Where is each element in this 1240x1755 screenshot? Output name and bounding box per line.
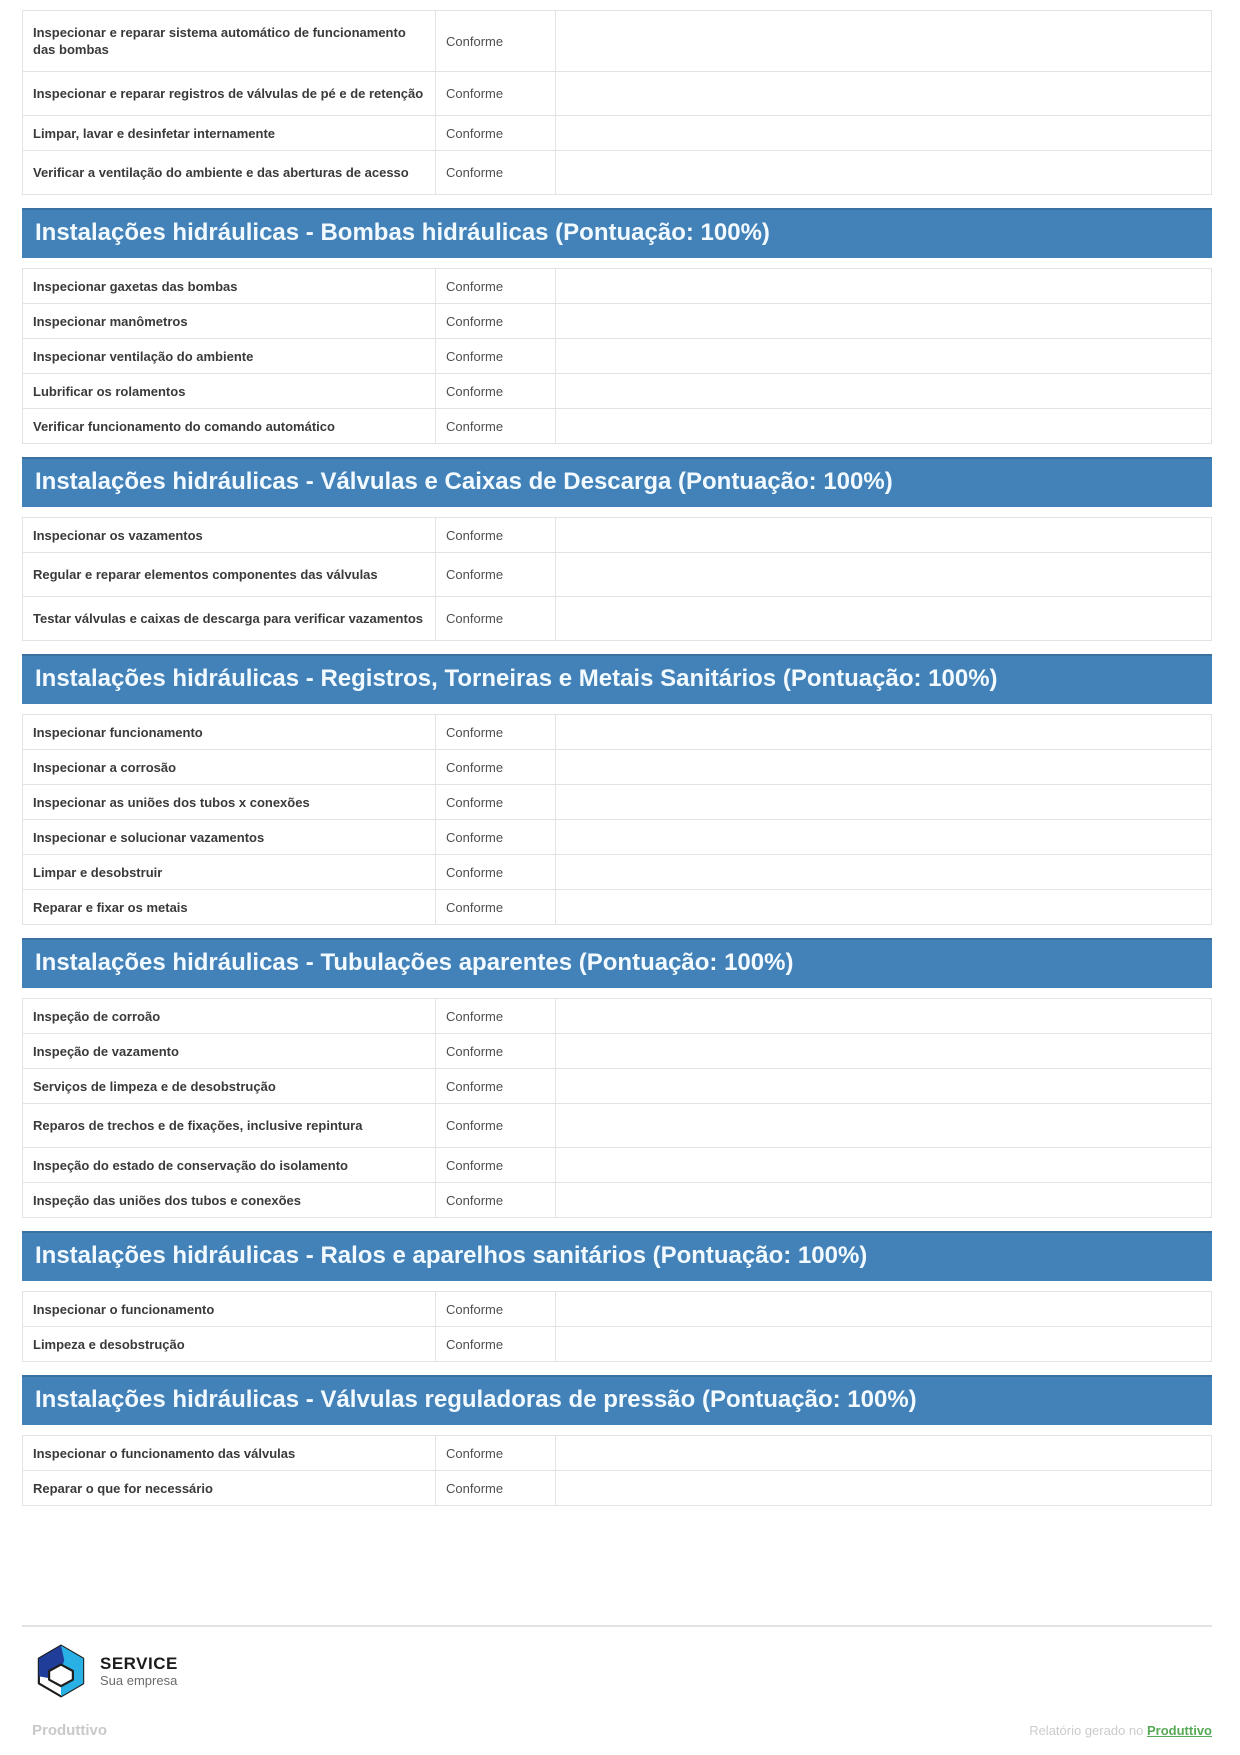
table-row xyxy=(23,750,1211,785)
task-cell: Inspecionar a corrosão xyxy=(33,759,177,775)
table-row xyxy=(23,1436,1211,1471)
task-cell: Limpar e desobstruir xyxy=(33,864,163,880)
status-cell: Conforme xyxy=(435,116,555,150)
task-cell: Inspeção de corroão xyxy=(33,1008,161,1024)
status-cell: Conforme xyxy=(435,1327,555,1361)
notes-cell xyxy=(555,820,1211,854)
table-row xyxy=(23,553,1211,597)
task-cell: Inspecionar e reparar sistema automático de funcionamento das bombas xyxy=(33,25,406,57)
status-cell: Conforme xyxy=(435,1436,555,1470)
task-cell: Inspecionar manômetros xyxy=(33,313,188,329)
hexagon-logo-icon xyxy=(32,1644,90,1698)
table-row xyxy=(23,339,1211,374)
notes-cell xyxy=(555,304,1211,338)
logo-tagline: Sua empresa xyxy=(100,1672,178,1688)
task-cell: Inspecionar funcionamento xyxy=(33,724,203,740)
checklist-table xyxy=(22,268,1212,444)
notes-cell xyxy=(555,1471,1211,1505)
checklist-table xyxy=(22,714,1212,925)
status-cell: Conforme xyxy=(435,1183,555,1217)
task-cell: Inspecionar e solucionar vazamentos xyxy=(33,829,265,845)
status-cell: Conforme xyxy=(435,1292,555,1326)
status-cell: Conforme xyxy=(435,1104,555,1147)
table-row xyxy=(23,1183,1211,1218)
task-cell: Inspecionar as uniões dos tubos x conexões xyxy=(33,794,310,810)
table-row xyxy=(23,855,1211,890)
notes-cell xyxy=(555,116,1211,150)
status-cell: Conforme xyxy=(435,785,555,819)
task-cell: Reparos de trechos e de fixações, inclusive repintura xyxy=(33,1118,363,1133)
notes-cell xyxy=(555,553,1211,596)
status-cell: Conforme xyxy=(435,151,555,194)
table-row xyxy=(23,1034,1211,1069)
table-row xyxy=(23,518,1211,553)
status-cell: Conforme xyxy=(435,72,555,115)
task-cell: Serviços de limpeza e de desobstrução xyxy=(33,1078,276,1094)
notes-cell xyxy=(555,1327,1211,1361)
table-row xyxy=(23,1292,1211,1327)
checklist-table xyxy=(22,998,1212,1218)
checklist-table xyxy=(22,1435,1212,1506)
task-cell: Inspecionar os vazamentos xyxy=(33,527,203,543)
footer-divider xyxy=(22,1625,1212,1627)
status-cell: Conforme xyxy=(435,11,555,71)
footer-brand-name: Produttivo xyxy=(32,1722,107,1739)
table-row xyxy=(23,116,1211,151)
checklist-table xyxy=(22,10,1212,195)
section-header: Instalações hidráulicas - Válvulas e Caixas de Descarga (Pontuação: 100%) xyxy=(22,457,1212,507)
status-cell: Conforme xyxy=(435,1034,555,1068)
produttivo-link[interactable]: Produttivo xyxy=(1147,1723,1212,1738)
task-cell: Verificar a ventilação do ambiente e das aberturas de acesso xyxy=(33,165,409,180)
table-row xyxy=(23,11,1211,72)
notes-cell xyxy=(555,269,1211,303)
task-cell: Testar válvulas e caixas de descarga para verificar vazamentos xyxy=(33,611,423,626)
table-row xyxy=(23,999,1211,1034)
table-row xyxy=(23,374,1211,409)
footer-bottom-row xyxy=(32,1722,1212,1739)
logo-company-name: SERVICE xyxy=(100,1653,178,1673)
task-cell: Inspecionar o funcionamento das válvulas xyxy=(33,1445,296,1461)
table-row xyxy=(23,890,1211,925)
table-row xyxy=(23,1104,1211,1148)
status-cell: Conforme xyxy=(435,409,555,443)
table-row xyxy=(23,715,1211,750)
notes-cell xyxy=(555,1183,1211,1217)
status-cell: Conforme xyxy=(435,1471,555,1505)
task-cell: Lubrificar os rolamentos xyxy=(33,383,186,399)
task-cell: Inspeção de vazamento xyxy=(33,1043,179,1059)
task-cell: Inspecionar gaxetas das bombas xyxy=(33,278,238,294)
notes-cell xyxy=(555,1436,1211,1470)
notes-cell xyxy=(555,11,1211,71)
table-row xyxy=(23,820,1211,855)
table-row xyxy=(23,269,1211,304)
notes-cell xyxy=(555,151,1211,194)
notes-cell xyxy=(555,518,1211,552)
section-header: Instalações hidráulicas - Válvulas reguladoras de pressão (Pontuação: 100%) xyxy=(22,1375,1212,1425)
task-cell: Inspecionar o funcionamento xyxy=(33,1301,215,1317)
table-row xyxy=(23,785,1211,820)
notes-cell xyxy=(555,597,1211,640)
status-cell: Conforme xyxy=(435,820,555,854)
status-cell: Conforme xyxy=(435,890,555,924)
status-cell: Conforme xyxy=(435,855,555,889)
section-header: Instalações hidráulicas - Ralos e aparelhos sanitários (Pontuação: 100%) xyxy=(22,1231,1212,1281)
status-cell: Conforme xyxy=(435,518,555,552)
checklist-table xyxy=(22,1291,1212,1362)
notes-cell xyxy=(555,409,1211,443)
notes-cell xyxy=(555,1148,1211,1182)
status-cell: Conforme xyxy=(435,553,555,596)
status-cell: Conforme xyxy=(435,269,555,303)
status-cell: Conforme xyxy=(435,1069,555,1103)
task-cell: Inspecionar e reparar registros de válvulas de pé e de retenção xyxy=(33,86,424,101)
status-cell: Conforme xyxy=(435,999,555,1033)
status-cell: Conforme xyxy=(435,304,555,338)
company-logo xyxy=(32,1644,1212,1698)
notes-cell xyxy=(555,999,1211,1033)
checklist-table xyxy=(22,517,1212,641)
notes-cell xyxy=(555,890,1211,924)
status-cell: Conforme xyxy=(435,597,555,640)
task-cell: Regular e reparar elementos componentes das válvulas xyxy=(33,567,378,582)
table-row xyxy=(23,304,1211,339)
task-cell: Limpeza e desobstrução xyxy=(33,1336,185,1352)
table-row xyxy=(23,1327,1211,1362)
notes-cell xyxy=(555,374,1211,408)
logo-texts xyxy=(100,1654,178,1689)
notes-cell xyxy=(555,715,1211,749)
notes-cell xyxy=(555,1292,1211,1326)
table-row xyxy=(23,1148,1211,1183)
table-row xyxy=(23,1471,1211,1506)
section-header: Instalações hidráulicas - Registros, Torneiras e Metais Sanitários (Pontuação: 100%) xyxy=(22,654,1212,704)
task-cell: Inspecionar ventilação do ambiente xyxy=(33,348,254,364)
generated-prefix: Relatório gerado no xyxy=(1029,1723,1147,1738)
table-row xyxy=(23,1069,1211,1104)
table-row xyxy=(23,597,1211,641)
notes-cell xyxy=(555,1069,1211,1103)
notes-cell xyxy=(555,72,1211,115)
task-cell: Reparar e fixar os metais xyxy=(33,899,188,915)
status-cell: Conforme xyxy=(435,1148,555,1182)
status-cell: Conforme xyxy=(435,715,555,749)
status-cell: Conforme xyxy=(435,339,555,373)
task-cell: Reparar o que for necessário xyxy=(33,1480,213,1496)
section-header: Instalações hidráulicas - Bombas hidráulicas (Pontuação: 100%) xyxy=(22,208,1212,258)
status-cell: Conforme xyxy=(435,750,555,784)
task-cell: Inspeção do estado de conservação do isolamento xyxy=(33,1157,348,1173)
task-cell: Verificar funcionamento do comando automático xyxy=(33,418,335,434)
task-cell: Inspeção das uniões dos tubos e conexões xyxy=(33,1192,302,1208)
table-row xyxy=(23,409,1211,444)
notes-cell xyxy=(555,1034,1211,1068)
notes-cell xyxy=(555,750,1211,784)
table-row xyxy=(23,72,1211,116)
notes-cell xyxy=(555,339,1211,373)
notes-cell xyxy=(555,1104,1211,1147)
page-footer xyxy=(22,1625,1212,1739)
footer-generated-text xyxy=(1029,1723,1212,1738)
status-cell: Conforme xyxy=(435,374,555,408)
notes-cell xyxy=(555,785,1211,819)
notes-cell xyxy=(555,855,1211,889)
section-header: Instalações hidráulicas - Tubulações aparentes (Pontuação: 100%) xyxy=(22,938,1212,988)
task-cell: Limpar, lavar e desinfetar internamente xyxy=(33,125,276,141)
table-row xyxy=(23,151,1211,195)
